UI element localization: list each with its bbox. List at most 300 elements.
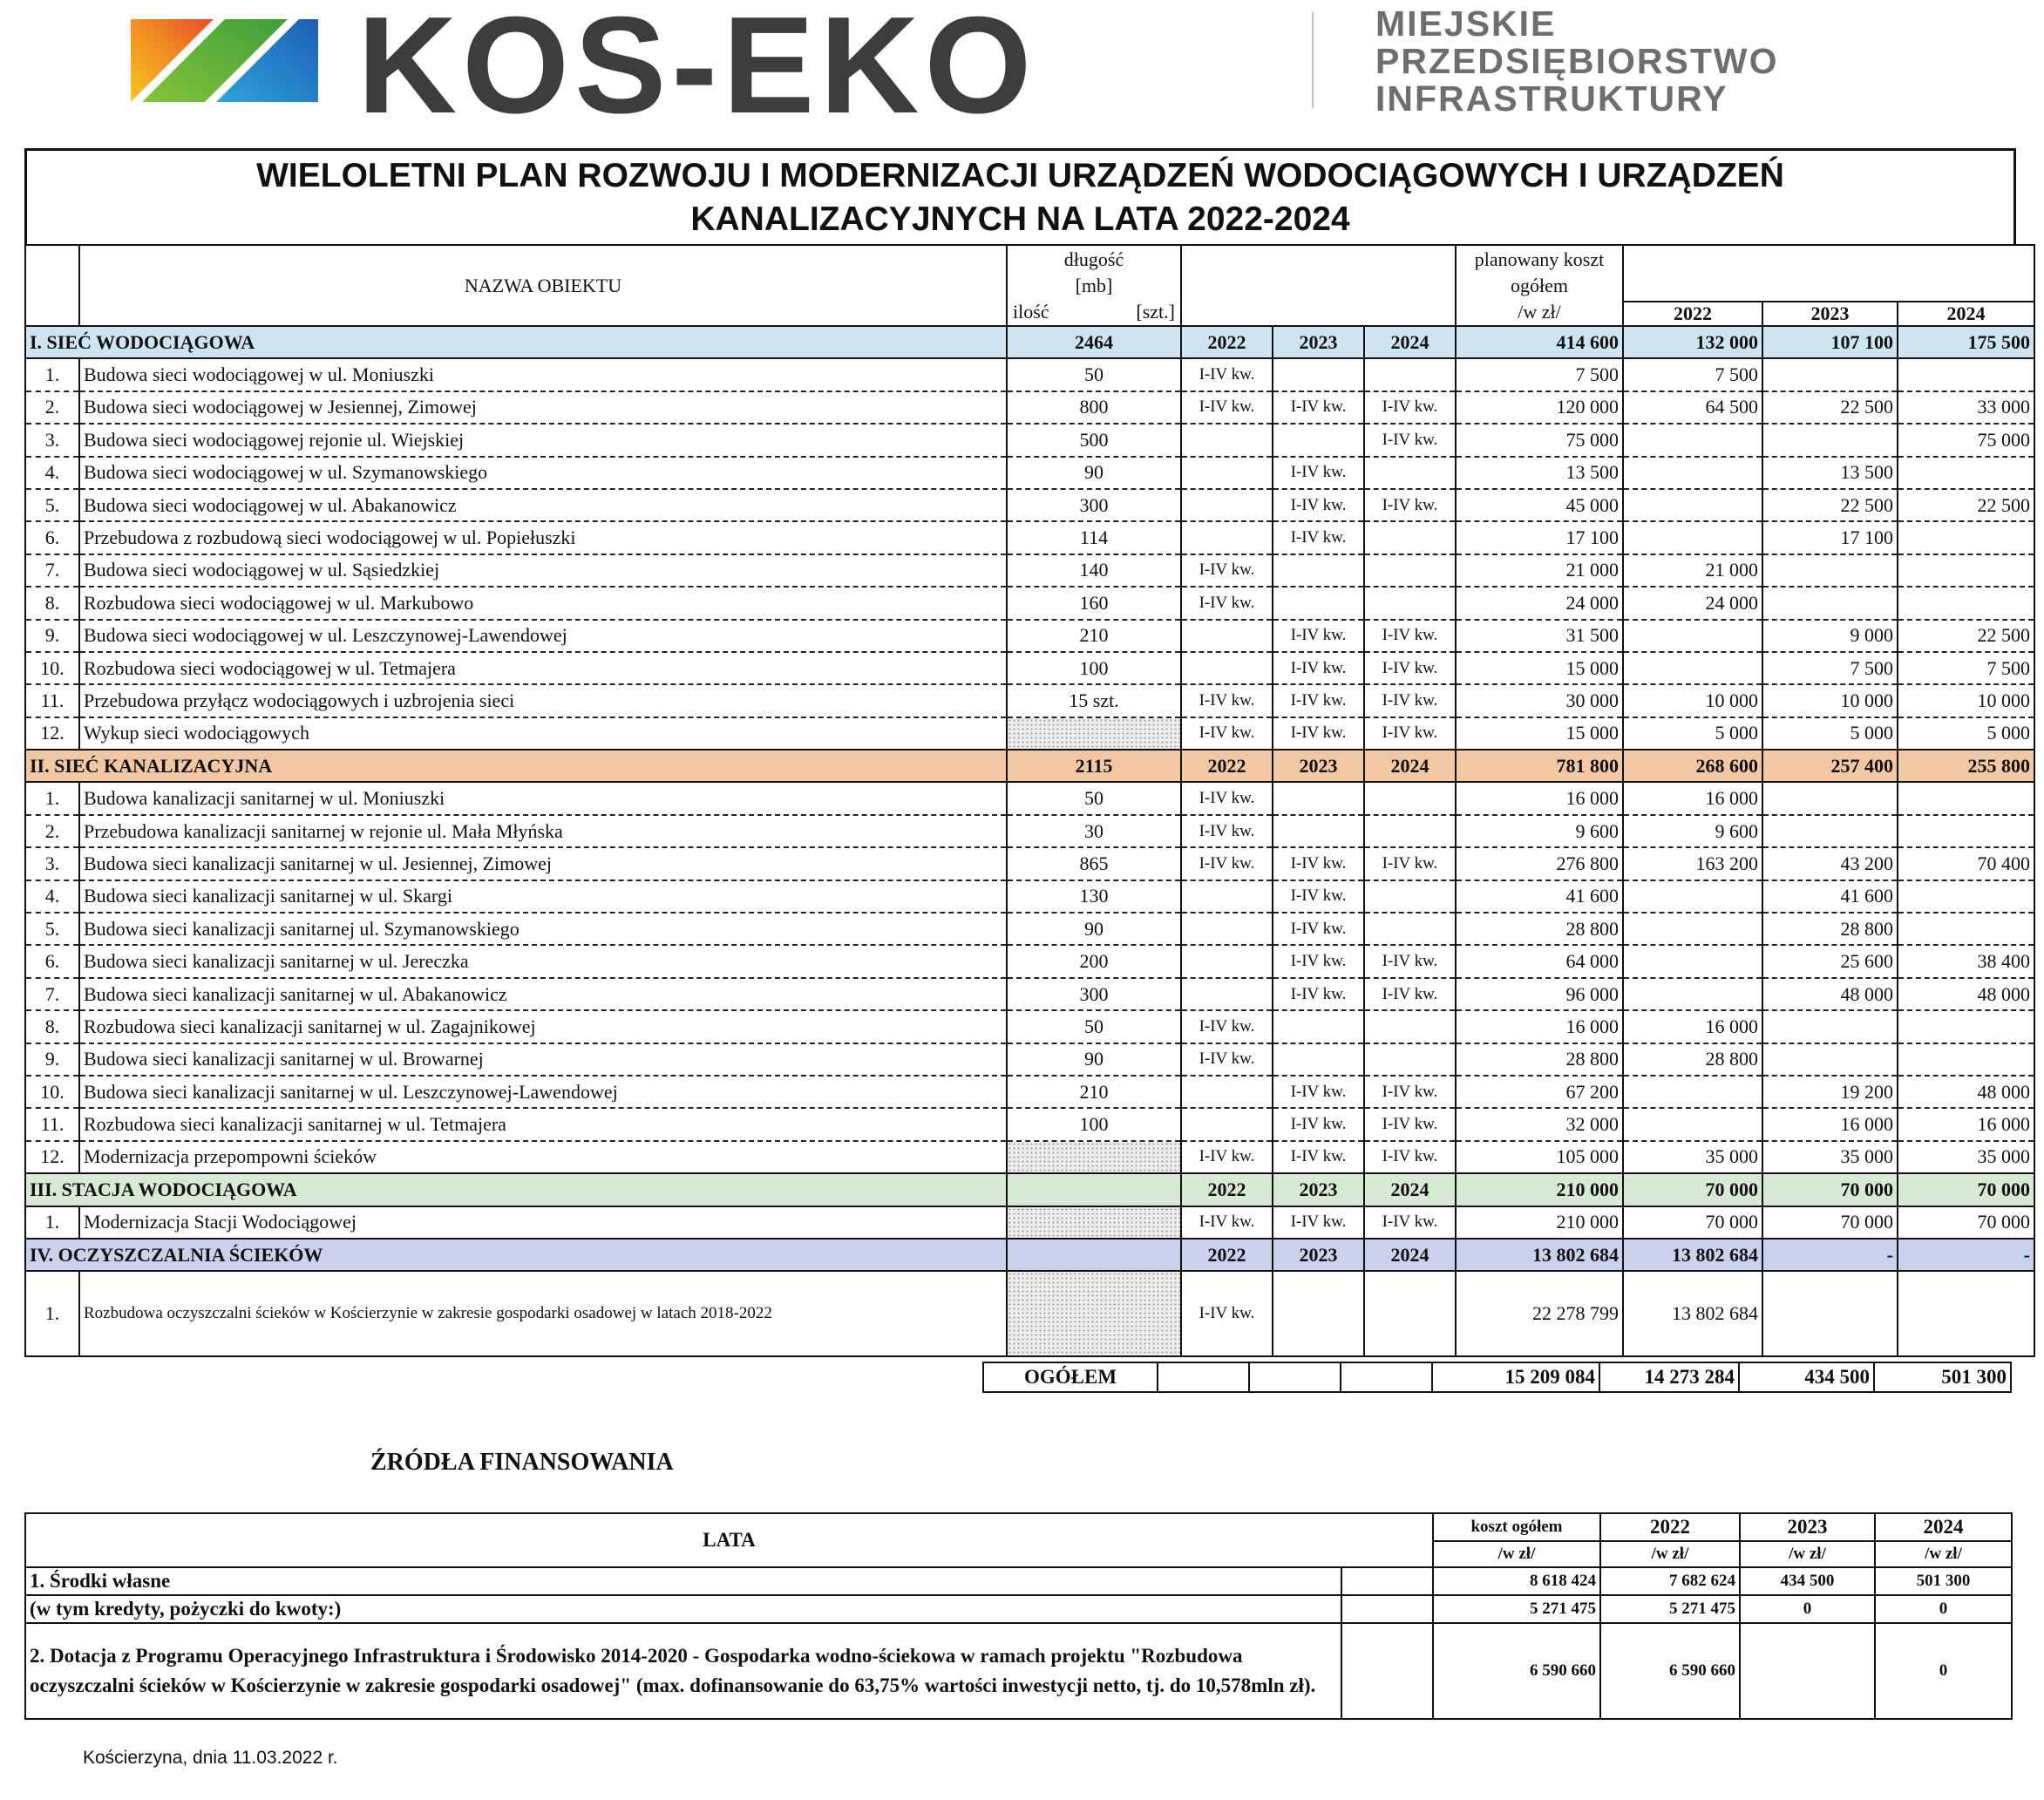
section-year: 2022 — [1181, 1173, 1273, 1206]
row-year-cost — [1762, 358, 1898, 391]
financing-year-header: 2023 — [1740, 1513, 1875, 1541]
row-quarter: I-IV kw. — [1181, 1010, 1273, 1043]
row-year-cost — [1623, 521, 1762, 554]
grand-total-empty — [1158, 1362, 1249, 1392]
row-total: 210 000 — [1456, 1206, 1623, 1239]
row-number: 1. — [25, 782, 79, 814]
row-total: 32 000 — [1456, 1108, 1623, 1140]
row-length — [1007, 1141, 1181, 1173]
row-total: 16 000 — [1456, 782, 1623, 814]
section-year-cost: 70 000 — [1623, 1173, 1762, 1206]
row-year-cost — [1623, 457, 1762, 489]
grand-total-empty — [1341, 1362, 1432, 1392]
row-year-cost: 38 400 — [1898, 945, 2034, 977]
section-year: 2022 — [1181, 750, 1273, 782]
row-year-cost — [1898, 782, 2034, 814]
row-year-cost: 70 000 — [1762, 1206, 1898, 1239]
row-quarter — [1364, 521, 1456, 554]
row-quarter — [1181, 620, 1273, 652]
section-year: 2022 — [1181, 1239, 1273, 1271]
row-year-cost: 35 000 — [1623, 1141, 1762, 1173]
table-row — [25, 1108, 2034, 1140]
table-row — [25, 358, 2034, 391]
row-year-cost: 13 500 — [1762, 457, 1898, 489]
row-year-cost — [1762, 1043, 1898, 1076]
row-quarter — [1181, 652, 1273, 684]
table-row — [25, 880, 2034, 913]
row-length: 800 — [1007, 391, 1181, 424]
place-date: Kościerzyna, dnia 11.03.2022 r. — [83, 1748, 338, 1768]
row-year-cost — [1623, 880, 1762, 913]
financing-row-empty — [1341, 1595, 1433, 1623]
header-cost-line: planowany koszt — [1474, 248, 1605, 270]
row-name: Przebudowa kanalizacji sanitarnej w rejonie ul. Mała Młyńska — [79, 815, 1007, 847]
row-year-cost: 35 000 — [1898, 1141, 2034, 1173]
header-cost-line: /w zł/ — [1518, 301, 1561, 323]
table-row — [25, 684, 2034, 717]
row-length: 100 — [1007, 652, 1181, 684]
row-year-cost: 48 000 — [1762, 978, 1898, 1010]
row-year-cost — [1898, 1043, 2034, 1076]
row-quarter: I-IV kw. — [1273, 880, 1364, 913]
row-quarter: I-IV kw. — [1181, 782, 1273, 814]
brand-name: KOS-EKO — [357, 0, 1037, 142]
financing-row-total: 5 271 475 — [1433, 1595, 1600, 1623]
row-total: 9 600 — [1456, 815, 1623, 847]
section-row — [25, 750, 2034, 782]
row-quarter: I-IV kw. — [1273, 1206, 1364, 1239]
row-quarter: I-IV kw. — [1364, 620, 1456, 652]
row-year-cost: 22 500 — [1898, 620, 2034, 652]
row-year-cost — [1762, 554, 1898, 587]
row-number: 12. — [25, 1141, 79, 1173]
row-name: Budowa sieci wodociągowej w ul. Leszczynowej-Lawendowej — [79, 620, 1007, 652]
section-title: IV. OCZYSZCZALNIA ŚCIEKÓW — [25, 1239, 1007, 1271]
section-year-cost: 175 500 — [1898, 326, 2034, 358]
table-row — [25, 652, 2034, 684]
row-length: 140 — [1007, 554, 1181, 587]
row-name: Budowa sieci kanalizacji sanitarnej w ul. Jereczka — [79, 945, 1007, 977]
row-name: Budowa sieci kanalizacji sanitarnej w ul. Browarnej — [79, 1043, 1007, 1076]
section-row — [25, 1239, 2034, 1271]
row-total: 120 000 — [1456, 391, 1623, 424]
financing-row-label: (w tym kredyty, pożyczki do kwoty:) — [25, 1595, 1341, 1623]
financing-unit: /w zł/ — [1600, 1541, 1740, 1567]
row-quarter — [1364, 1271, 1456, 1356]
header-cost — [1456, 245, 1623, 326]
row-name: Budowa sieci kanalizacji sanitarnej w ul. Skargi — [79, 880, 1007, 913]
financing-row-value: 5 271 475 — [1600, 1595, 1740, 1623]
header-qty — [1011, 299, 1177, 325]
brand-subtitle-line: MIEJSKIE — [1375, 3, 1557, 44]
grand-total-2022: 14 273 284 — [1599, 1362, 1739, 1392]
header-year: 2022 — [1623, 302, 1762, 326]
row-total: 105 000 — [1456, 1141, 1623, 1173]
row-total: 96 000 — [1456, 978, 1623, 1010]
row-year-cost — [1898, 1010, 2034, 1043]
row-quarter: I-IV kw. — [1273, 945, 1364, 977]
row-length: 114 — [1007, 521, 1181, 554]
row-year-cost: 41 600 — [1762, 880, 1898, 913]
row-year-cost — [1898, 554, 2034, 587]
section-year-cost: 257 400 — [1762, 750, 1898, 782]
row-quarter: I-IV kw. — [1273, 457, 1364, 489]
row-name: Budowa sieci wodociągowej w ul. Szymanowskiego — [79, 457, 1007, 489]
table-row — [25, 620, 2034, 652]
row-total: 15 000 — [1456, 717, 1623, 750]
table-row — [25, 945, 2034, 977]
row-name: Przebudowa przyłącz wodociągowych i uzbrojenia sieci — [79, 684, 1007, 717]
row-quarter — [1181, 1108, 1273, 1140]
row-length: 100 — [1007, 1108, 1181, 1140]
row-year-cost: 70 400 — [1898, 847, 2034, 880]
table-row — [25, 1010, 2034, 1043]
row-year-cost: 22 500 — [1898, 489, 2034, 521]
row-year-cost: 10 000 — [1623, 684, 1762, 717]
row-quarter: I-IV kw. — [1181, 684, 1273, 717]
row-quarter — [1364, 880, 1456, 913]
row-name: Przebudowa z rozbudową sieci wodociągowej w ul. Popiełuszki — [79, 521, 1007, 554]
section-year-cost: 255 800 — [1898, 750, 2034, 782]
row-year-cost: 22 500 — [1762, 489, 1898, 521]
row-year-cost: 7 500 — [1898, 652, 2034, 684]
row-quarter — [1364, 358, 1456, 391]
row-quarter — [1181, 457, 1273, 489]
plan-title-line: KANALIZACYJNYCH NA LATA 2022-2024 — [690, 200, 1350, 238]
row-quarter: I-IV kw. — [1273, 1108, 1364, 1140]
row-year-cost — [1898, 457, 2034, 489]
row-name: Rozbudowa sieci wodociągowej w ul. Tetmajera — [79, 652, 1007, 684]
row-number: 7. — [25, 554, 79, 587]
row-year-cost — [1898, 521, 2034, 554]
row-year-cost: 25 600 — [1762, 945, 1898, 977]
row-quarter: I-IV kw. — [1364, 847, 1456, 880]
row-name: Budowa sieci wodociągowej rejonie ul. Wiejskiej — [79, 424, 1007, 456]
row-year-cost — [1898, 358, 2034, 391]
row-year-cost — [1762, 815, 1898, 847]
row-year-cost — [1623, 620, 1762, 652]
table-row — [25, 782, 2034, 814]
row-year-cost: 9 000 — [1762, 620, 1898, 652]
row-year-cost — [1623, 945, 1762, 977]
row-total: 24 000 — [1456, 587, 1623, 619]
row-length: 50 — [1007, 1010, 1181, 1043]
row-quarter: I-IV kw. — [1273, 620, 1364, 652]
grand-total-empty — [1249, 1362, 1341, 1392]
section-title: I. SIEĆ WODOCIĄGOWA — [25, 326, 1007, 358]
row-name: Budowa sieci kanalizacji sanitarnej ul. Szymanowskiego — [79, 913, 1007, 945]
row-total: 276 800 — [1456, 847, 1623, 880]
section-total: 781 800 — [1456, 750, 1623, 782]
financing-title: ŹRÓDŁA FINANSOWANIA — [370, 1449, 674, 1476]
row-year-cost: 17 100 — [1762, 521, 1898, 554]
row-year-cost: 13 802 684 — [1623, 1271, 1762, 1356]
row-total: 15 000 — [1456, 652, 1623, 684]
row-year-cost: 16 000 — [1623, 782, 1762, 814]
row-quarter: I-IV kw. — [1364, 945, 1456, 977]
row-length — [1007, 1206, 1181, 1239]
section-year: 2022 — [1181, 326, 1273, 358]
brand-subtitle-line: PRZEDSIĘBIORSTWO — [1375, 41, 1779, 81]
table-row — [25, 554, 2034, 587]
row-length — [1007, 1271, 1181, 1356]
row-year-cost: 16 000 — [1898, 1108, 2034, 1140]
row-total: 30 000 — [1456, 684, 1623, 717]
row-length: 50 — [1007, 782, 1181, 814]
grand-total-label: OGÓŁEM — [983, 1362, 1158, 1392]
table-row — [25, 391, 2034, 424]
row-length: 90 — [1007, 1043, 1181, 1076]
row-length: 865 — [1007, 847, 1181, 880]
row-year-cost — [1898, 1271, 2034, 1356]
financing-row-value: 6 590 660 — [1600, 1623, 1740, 1719]
row-name: Rozbudowa oczyszczalni ścieków w Kościerzynie w zakresie gospodarki osadowej w latach 2018-2022 — [79, 1271, 1007, 1356]
header-year: 2023 — [1762, 302, 1898, 326]
financing-unit: /w zł/ — [1875, 1541, 2012, 1567]
row-quarter: I-IV kw. — [1364, 1108, 1456, 1140]
row-quarter: I-IV kw. — [1364, 684, 1456, 717]
row-quarter — [1364, 554, 1456, 587]
row-year-cost: 35 000 — [1762, 1141, 1898, 1173]
row-number: 4. — [25, 880, 79, 913]
section-year: 2024 — [1364, 1239, 1456, 1271]
row-number: 6. — [25, 945, 79, 977]
row-name: Budowa sieci kanalizacji sanitarnej w ul. Leszczynowej-Lawendowej — [79, 1076, 1007, 1108]
section-year: 2024 — [1364, 750, 1456, 782]
row-total: 13 500 — [1456, 457, 1623, 489]
row-year-cost: 28 800 — [1623, 1043, 1762, 1076]
row-number: 2. — [25, 815, 79, 847]
row-quarter — [1364, 1010, 1456, 1043]
row-quarter: I-IV kw. — [1273, 717, 1364, 750]
financing-unit: /w zł/ — [1433, 1541, 1600, 1567]
header-quarters — [1181, 245, 1456, 326]
header-length — [1007, 245, 1181, 326]
row-year-cost: 5 000 — [1762, 717, 1898, 750]
row-quarter: I-IV kw. — [1181, 1043, 1273, 1076]
row-total: 31 500 — [1456, 620, 1623, 652]
row-year-cost — [1762, 587, 1898, 619]
financing-lata-header: LATA — [25, 1513, 1433, 1567]
section-title: III. STACJA WODOCIĄGOWA — [25, 1173, 1007, 1206]
row-name: Wykup sieci wodociągowych — [79, 717, 1007, 750]
row-quarter: I-IV kw. — [1181, 815, 1273, 847]
row-number: 5. — [25, 913, 79, 945]
row-name: Budowa sieci kanalizacji sanitarnej w ul. Jesiennej, Zimowej — [79, 847, 1007, 880]
table-row — [25, 1206, 2034, 1239]
table-row — [25, 489, 2034, 521]
row-quarter — [1181, 521, 1273, 554]
financing-row-value: 501 300 — [1875, 1567, 2012, 1595]
header-qty-left: ilość — [1013, 301, 1049, 323]
table-row — [25, 1043, 2034, 1076]
financing-row-total: 6 590 660 — [1433, 1623, 1600, 1719]
section-year-cost: 132 000 — [1623, 326, 1762, 358]
row-quarter — [1364, 815, 1456, 847]
row-length: 90 — [1007, 913, 1181, 945]
grand-total-all: 15 209 084 — [1432, 1362, 1599, 1392]
row-quarter: I-IV kw. — [1273, 978, 1364, 1010]
plan-title — [24, 148, 2016, 244]
section-total: 13 802 684 — [1456, 1239, 1623, 1271]
row-total: 17 100 — [1456, 521, 1623, 554]
row-total: 22 278 799 — [1456, 1271, 1623, 1356]
table-row — [25, 424, 2034, 456]
row-quarter: I-IV kw. — [1273, 1141, 1364, 1173]
row-total: 16 000 — [1456, 1010, 1623, 1043]
row-year-cost: 7 500 — [1762, 652, 1898, 684]
row-quarter: I-IV kw. — [1273, 521, 1364, 554]
grand-total-2024: 501 300 — [1874, 1362, 2011, 1392]
financing-row-value: 0 — [1740, 1595, 1875, 1623]
row-year-cost: 9 600 — [1623, 815, 1762, 847]
row-quarter — [1181, 424, 1273, 456]
row-length: 500 — [1007, 424, 1181, 456]
row-year-cost — [1762, 1010, 1898, 1043]
row-total: 7 500 — [1456, 358, 1623, 391]
section-year: 2024 — [1364, 326, 1456, 358]
row-year-cost: 16 000 — [1762, 1108, 1898, 1140]
row-total: 28 800 — [1456, 913, 1623, 945]
financing-row-value — [1740, 1623, 1875, 1719]
row-year-cost — [1623, 978, 1762, 1010]
row-number: 10. — [25, 1076, 79, 1108]
row-year-cost: 70 000 — [1898, 1206, 2034, 1239]
header-qty-right: [szt.] — [1136, 301, 1175, 323]
row-number: 1. — [25, 1271, 79, 1356]
section-year: 2023 — [1273, 326, 1364, 358]
row-quarter: I-IV kw. — [1181, 1271, 1273, 1356]
row-year-cost — [1762, 1271, 1898, 1356]
row-length: 300 — [1007, 489, 1181, 521]
header-length-line: [mb] — [1075, 275, 1113, 296]
row-number: 3. — [25, 424, 79, 456]
row-quarter: I-IV kw. — [1364, 978, 1456, 1010]
financing-unit: /w zł/ — [1740, 1541, 1875, 1567]
row-quarter — [1181, 978, 1273, 1010]
row-quarter: I-IV kw. — [1181, 358, 1273, 391]
row-quarter — [1273, 1043, 1364, 1076]
row-number: 8. — [25, 1010, 79, 1043]
row-total: 45 000 — [1456, 489, 1623, 521]
row-length: 30 — [1007, 815, 1181, 847]
row-total: 41 600 — [1456, 880, 1623, 913]
section-year: 2023 — [1273, 1173, 1364, 1206]
section-year: 2024 — [1364, 1173, 1456, 1206]
row-quarter: I-IV kw. — [1364, 1076, 1456, 1108]
section-year: 2023 — [1273, 750, 1364, 782]
row-year-cost: 163 200 — [1623, 847, 1762, 880]
section-length: 2464 — [1007, 326, 1181, 358]
financing-year-header: 2022 — [1600, 1513, 1740, 1541]
row-quarter: I-IV kw. — [1364, 489, 1456, 521]
row-number: 4. — [25, 457, 79, 489]
row-quarter — [1181, 880, 1273, 913]
row-name: Rozbudowa sieci wodociągowej w ul. Markubowo — [79, 587, 1007, 619]
row-quarter: I-IV kw. — [1181, 391, 1273, 424]
row-number: 1. — [25, 1206, 79, 1239]
row-quarter — [1364, 913, 1456, 945]
row-number: 3. — [25, 847, 79, 880]
financing-row-empty — [1341, 1567, 1433, 1595]
table-row — [25, 847, 2034, 880]
row-length: 210 — [1007, 1076, 1181, 1108]
row-name: Budowa sieci wodociągowej w ul. Moniuszki — [79, 358, 1007, 391]
row-quarter: I-IV kw. — [1181, 847, 1273, 880]
row-number: 5. — [25, 489, 79, 521]
row-year-cost: 19 200 — [1762, 1076, 1898, 1108]
financing-year-header: 2024 — [1875, 1513, 2012, 1541]
row-number: 7. — [25, 978, 79, 1010]
row-name: Modernizacja przepompowni ścieków — [79, 1141, 1007, 1173]
row-quarter: I-IV kw. — [1364, 652, 1456, 684]
investment-plan-table — [24, 244, 2035, 1357]
row-year-cost — [1762, 424, 1898, 456]
financing-row-label: 2. Dotacja z Programu Operacyjnego Infrastruktura i Środowisko 2014-2020 - Gospodarka wodno-ściekowa w ramach projektu "Rozbudowa oczyszczalni ścieków w Kościerzynie w zakresie gospodarki osadowej" (max. dofinansowanie do 63,75% wartości inwestycji netto, tj. do 10,578mln zł). — [25, 1623, 1341, 1719]
row-quarter — [1273, 424, 1364, 456]
header-name: NAZWA OBIEKTU — [79, 245, 1007, 326]
row-year-cost: 10 000 — [1762, 684, 1898, 717]
row-year-cost: 43 200 — [1762, 847, 1898, 880]
header-years-blank — [1623, 245, 2034, 302]
row-quarter — [1273, 1271, 1364, 1356]
row-quarter: I-IV kw. — [1273, 913, 1364, 945]
row-quarter — [1181, 1076, 1273, 1108]
section-total: 414 600 — [1456, 326, 1623, 358]
row-number: 2. — [25, 391, 79, 424]
row-quarter: I-IV kw. — [1364, 717, 1456, 750]
section-row — [25, 326, 2034, 358]
section-year-cost: - — [1898, 1239, 2034, 1271]
row-length: 210 — [1007, 620, 1181, 652]
row-year-cost — [1623, 424, 1762, 456]
row-name: Budowa sieci wodociągowej w Jesiennej, Zimowej — [79, 391, 1007, 424]
section-year: 2023 — [1273, 1239, 1364, 1271]
section-row — [25, 1173, 2034, 1206]
row-year-cost — [1623, 652, 1762, 684]
row-quarter — [1181, 945, 1273, 977]
row-quarter — [1364, 782, 1456, 814]
section-year-cost: 70 000 — [1898, 1173, 2034, 1206]
row-quarter: I-IV kw. — [1273, 1076, 1364, 1108]
row-year-cost: 5 000 — [1623, 717, 1762, 750]
financing-table — [24, 1512, 2013, 1720]
row-name: Budowa sieci wodociągowej w ul. Sąsiedzkiej — [79, 554, 1007, 587]
table-row — [25, 1141, 2034, 1173]
brand-divider — [1312, 12, 1314, 108]
row-year-cost: 16 000 — [1623, 1010, 1762, 1043]
table-row — [25, 978, 2034, 1010]
row-number: 11. — [25, 1108, 79, 1140]
row-year-cost — [1623, 1108, 1762, 1140]
grand-total-row — [982, 1362, 2012, 1393]
section-year-cost: 107 100 — [1762, 326, 1898, 358]
financing-row-value: 434 500 — [1740, 1567, 1875, 1595]
row-quarter: I-IV kw. — [1273, 847, 1364, 880]
section-length: 2115 — [1007, 750, 1181, 782]
row-quarter: I-IV kw. — [1181, 587, 1273, 619]
row-quarter: I-IV kw. — [1364, 1141, 1456, 1173]
row-quarter — [1273, 782, 1364, 814]
table-row — [25, 521, 2034, 554]
row-number: 9. — [25, 620, 79, 652]
row-number: 8. — [25, 587, 79, 619]
table-row — [25, 815, 2034, 847]
table-row — [25, 717, 2034, 750]
row-year-cost: 10 000 — [1898, 684, 2034, 717]
row-year-cost: 28 800 — [1762, 913, 1898, 945]
row-total: 21 000 — [1456, 554, 1623, 587]
